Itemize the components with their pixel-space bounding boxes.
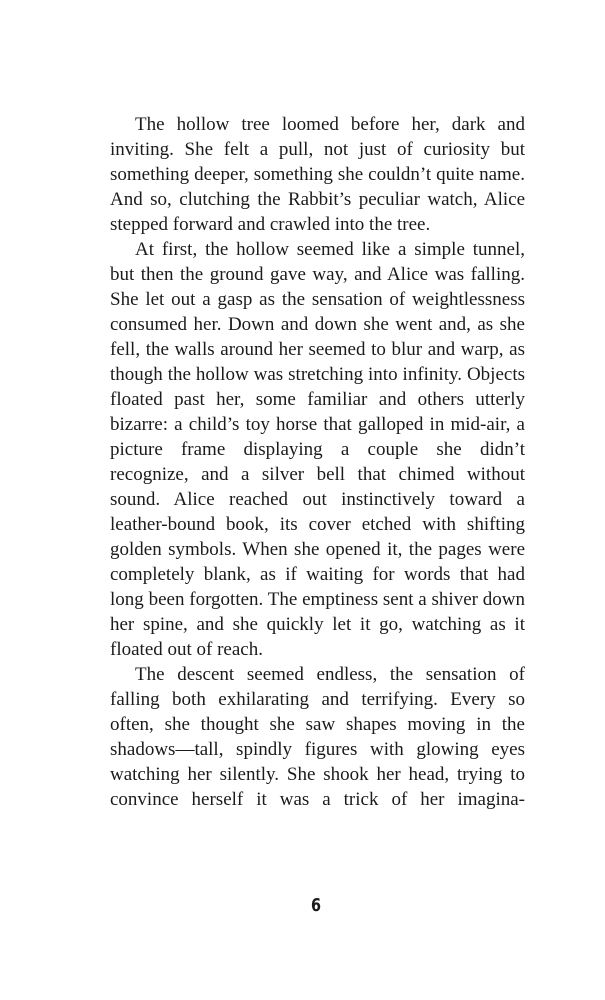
page-number: 6 [310,895,322,916]
body-text [110,112,525,812]
paragraph-1: The hollow tree loomed before her, dark and inviting. She felt a pull, not just of curiosity but something deeper, something she couldn’t quite name. And so, clutching the Rabbit’s peculiar watch, Alice stepped forward and crawled into the tree. [110,114,525,235]
paragraph-3: The descent seemed endless, the sensation of falling both exhilarating and terrifying. Every so often, she thought she saw shapes moving in the shadows—tall, spindly figures with glowing eyes watching her silently. She shook her head, trying to convince herself it was a trick of her imagina- [110,664,525,810]
paragraph-2: At first, the hollow seemed like a simple tunnel, but then the ground gave way, and Alice was falling. She let out a gasp as the sensation of weightlessness consumed her. Down and down she went and, as she fell, the walls around her seemed to blur and warp, as though the hollow was stretching into infinity. Objects floated past her, some familiar and others utterly bizarre: a child’s toy horse that galloped in mid-air, a picture frame displaying a couple she didn’t recognize, and a silver bell that chimed without sound. Alice reached out instinctively toward a leather-bound book, its cover etched with shifting golden symbols. When she opened it, the pages were completely blank, as if waiting for words that had long been forgotten. The emptiness sent a shiver down her spine, and she quickly let it go, watching as it floated out of reach. [110,239,525,660]
